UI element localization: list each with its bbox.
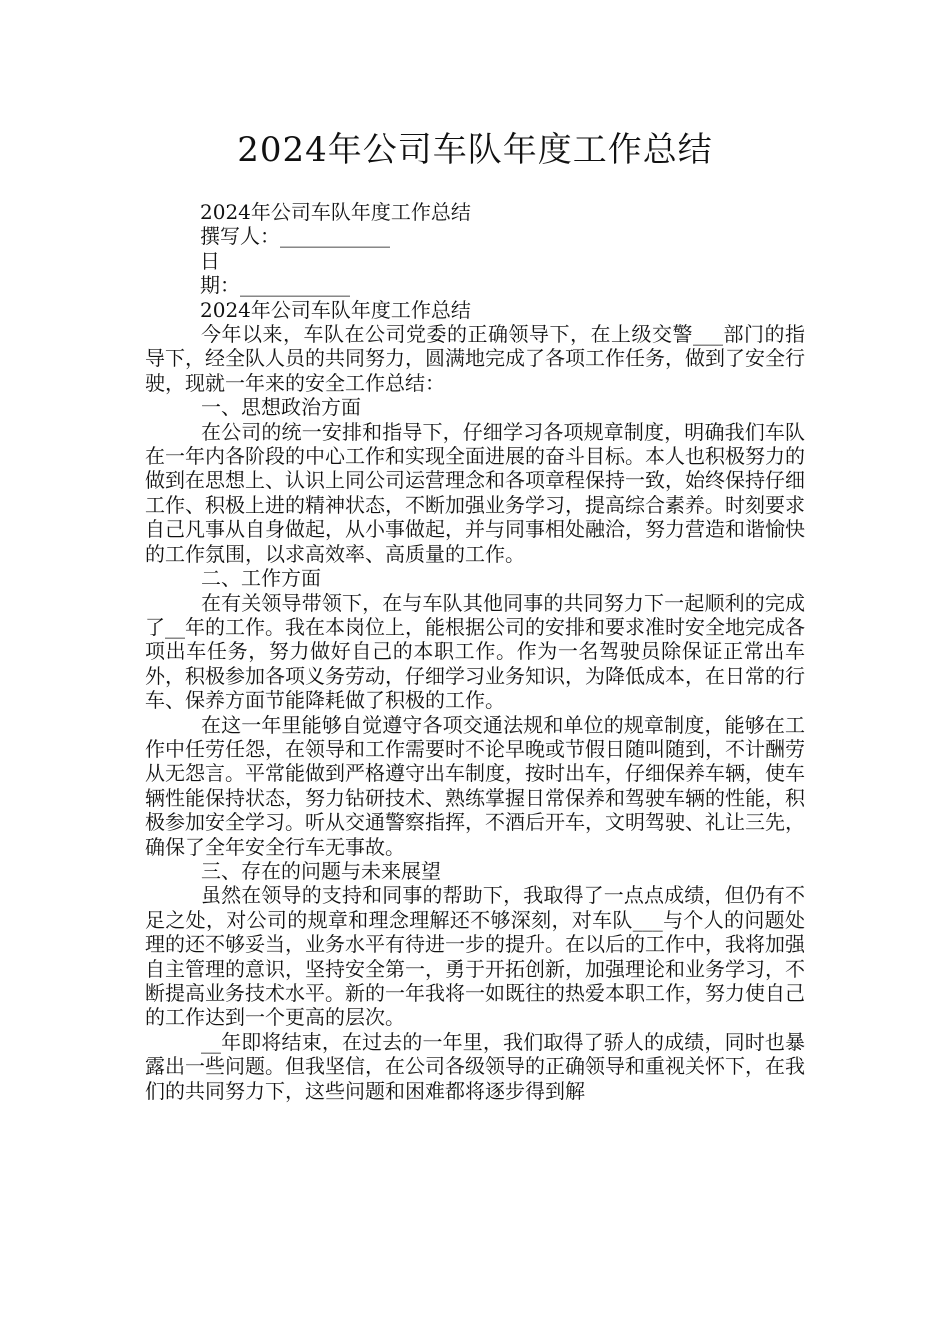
paragraph-intro: 今年以来，车队在公司党委的正确领导下，在上级交警___部门的指导下，经全队人员的共同努力，圆满地完成了各项工作任务，做到了安全行驶，现就一年来的安全工作总结： <box>145 322 805 395</box>
paragraph-closing: __年即将结束，在过去的一年里，我们取得了骄人的成绩，同时也暴露出一些问题。但我坚信，在公司各级领导的正确领导和重视关怀下，在我们的共同努力下，这些问题和困难都将逐步得到解 <box>145 1029 805 1103</box>
paragraph-section-1: 在公司的统一安排和指导下，仔细学习各项规章制度，明确我们车队在一年内各阶段的中心工作和实现全面进展的奋斗目标。本人也积极努力的做到在思想上、认识上同公司运营理念和各项章程保持一致，始终保持仔细工作、积极上进的精神状态，不断加强业务学习，提高综合素养。时刻要求自己凡事从自身做起，从小事做起，并与同事相处融洽，努力营造和谐愉快的工作氛围，以求高效率、高质量的工作。 <box>145 419 805 566</box>
section-heading-2: 二、工作方面 <box>201 566 321 591</box>
section-heading-1: 一、思想政治方面 <box>201 395 361 420</box>
paragraph-section-2b: 在这一年里能够自觉遵守各项交通法规和单位的规章制度，能够在工作中任劳任怨，在领导和工作需要时不论早晚或节假日随叫随到，不计酬劳从无怨言。平常能做到严格遵守出车制度，按时出车，仔细保养车辆，使车辆性能保持状态，努力钻研技术、熟练掌握日常保养和驾驶车辆的性能，积极参加安全学习。听从交通警察指挥，不酒后开车，文明驾驶、礼让三先，确保了全年安全行车无事故。 <box>145 712 805 859</box>
subtitle-repeat: 2024年公司车队年度工作总结 <box>200 297 471 322</box>
subtitle: 2024年公司车队年度工作总结 <box>200 200 471 224</box>
author-line: 撰写人：___________ <box>200 224 390 249</box>
paragraph-section-3: 虽然在领导的支持和同事的帮助下，我取得了一点点成绩，但仍有不足之处，对公司的规章和理念理解还不够深刻，对车队___与个人的问题处理的还不够妥当，业务水平有待进一步的提升。在以后的工作中，我将加强自主管理的意识，坚持安全第一，勇于开拓创新，加强理论和业务学习，不断提高业务技术水平。新的一年我将一如既往的热爱本职工作，努力使自己的工作达到一个更高的层次。 <box>145 883 805 1030</box>
document-title: 2024年公司车队年度工作总结 <box>237 130 713 170</box>
document-body <box>145 200 805 1103</box>
paragraph-section-2a: 在有关领导带领下，在与车队其他同事的共同努力下一起顺利的完成了__年的工作。我在本岗位上，能根据公司的安排和要求准时安全地完成各项出车任务，努力做好自己的本职工作。作为一名驾驶员除保证正常出车外，积极参加各项义务劳动，仔细学习业务知识，为降低成本，在日常的行车、保养方面节能降耗做了积极的工作。 <box>145 590 805 713</box>
date-line-value: 期：___________ <box>200 273 350 298</box>
section-heading-3: 三、存在的问题与未来展望 <box>201 858 441 883</box>
date-line-label: 日 <box>200 248 220 273</box>
